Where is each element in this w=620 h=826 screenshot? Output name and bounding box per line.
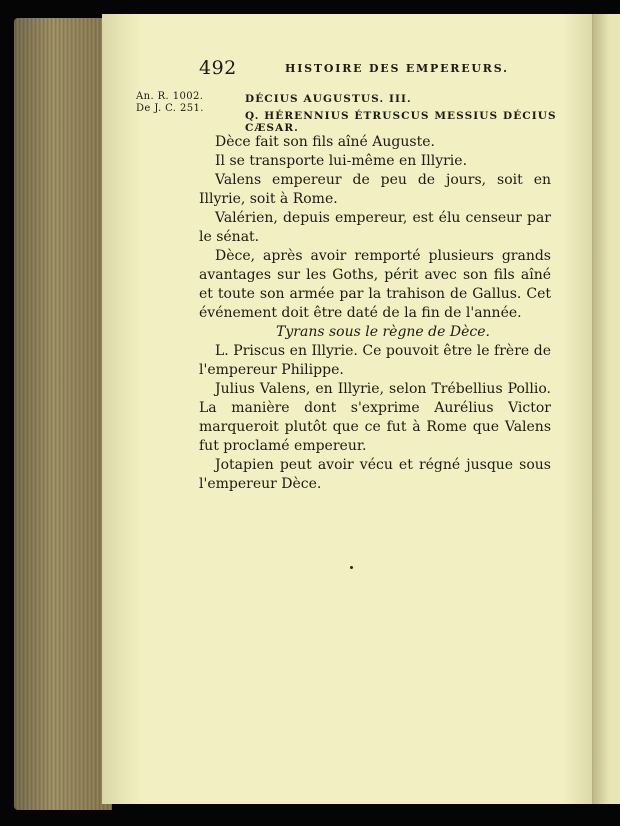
section-paragraph: L. Priscus en Illyrie. Ce pouvoit être le frère de l'empereur Philippe.	[199, 343, 551, 378]
paragraph: Valérien, depuis empereur, est élu censeur par le sénat.	[199, 210, 551, 245]
page-edges	[14, 18, 112, 810]
section-paragraph: Julius Valens, en Illyrie, selon Trébellius Pollio. La manière dont s'exprime Aurélius Victor marqueroit plutôt que ce fut à Rome que Valens fut proclamé empereur.	[199, 381, 551, 454]
page-body	[199, 133, 551, 494]
page-number: 492	[199, 57, 237, 79]
emperor-heading-2: Q. HÉRENNIUS ÉTRUSCUS MESSIUS DÉCIUS CÆSAR.	[245, 110, 557, 134]
facing-page	[592, 14, 620, 804]
margin-note-line-1: An. R. 1002.	[136, 91, 204, 102]
section-paragraph: Jotapien peut avoir vécu et régné jusque sous l'empereur Dèce.	[199, 457, 551, 492]
paragraph: Dèce, après avoir remporté plusieurs grands avantages sur les Goths, périt avec son fils aîné et toute son armée par la trahison de Gallus. Cet événement doit être daté de la fin de l'année.	[199, 248, 551, 321]
book-page	[102, 14, 592, 804]
paragraph: Il se transporte lui-même en Illyrie.	[215, 153, 468, 169]
paragraph: Dèce fait son fils aîné Auguste.	[215, 134, 435, 150]
margin-date-note	[136, 91, 204, 115]
emperor-heading-1: DÉCIUS AUGUSTUS. III.	[245, 93, 412, 105]
running-title: HISTOIRE DES EMPEREURS.	[285, 62, 509, 75]
section-title: Tyrans sous le règne de Dèce.	[276, 324, 490, 340]
paragraph: Valens empereur de peu de jours, soit en Illyrie, soit à Rome.	[199, 172, 551, 207]
ink-speck	[350, 566, 353, 569]
margin-note-line-2: De J. C. 251.	[136, 103, 204, 114]
